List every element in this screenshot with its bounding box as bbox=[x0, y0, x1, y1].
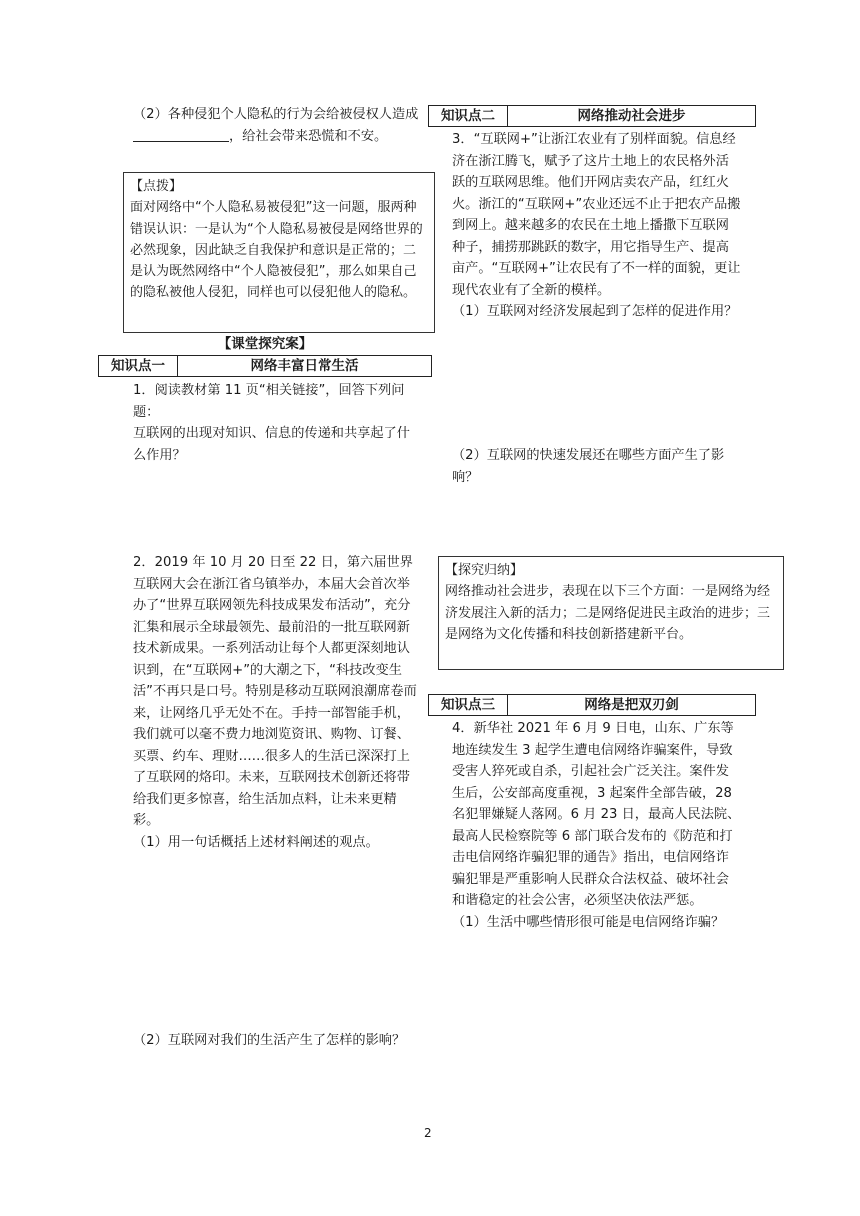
kp1-label: 知识点一 bbox=[99, 356, 178, 377]
privacy-question-suffix: ，给社会带来恐慌和不安。 bbox=[229, 128, 388, 144]
q4-material: 4．新华社 2021 年 6 月 9 日电，山东、广东等地连续发生 3 起学生遭电信网络诈骗案件，导致受害人猝死或自杀，引起社会广泛关注。案件发生后，公安部高度重视，3 起案件全部告破，28 名犯罪嫌疑人落网。6 月 23 日，最高人民法院、最高人民检察院等 6 部门联合发布的《防范和打击电信网络诈骗犯罪的通告》指出，电信网络诈骗犯罪是严重影响人民群众合法权益、破坏社会和谐稳定的社会公害，必须坚决依法严惩。 bbox=[452, 721, 741, 908]
kp2-title: 网络推动社会进步 bbox=[508, 106, 756, 127]
answer-blank[interactable] bbox=[133, 127, 229, 142]
q3-block bbox=[452, 129, 742, 323]
kp3-title: 网络是把双刃剑 bbox=[508, 695, 756, 716]
q3-sub2-block bbox=[452, 445, 742, 488]
kp2-label: 知识点二 bbox=[429, 106, 508, 127]
knowledge-point-2-header bbox=[428, 105, 756, 127]
q4-sub1: （1）生活中哪些情形很可能是电信网络诈骗？ bbox=[452, 914, 725, 930]
q3-material: 3．“互联网+”让浙江农业有了别样面貌。信息经济在浙江腾飞，赋予了这片土地上的农民格外活跃的互联网思维。他们开网店卖农产品，红红火火。浙江的“互联网+”农业还远不止于把农产品搬到网上。越来越多的农民在土地上播撒下互联网种子，捕捞那跳跃的数字，用它指导生产、提高亩产。“互联网+”让农民有了不一样的面貌，更让现代农业有了全新的模样。 bbox=[452, 132, 741, 298]
tip-box bbox=[123, 172, 435, 333]
q2-block bbox=[133, 552, 423, 853]
q2-sub2: （2）互联网对我们的生活产生了怎样的影响？ bbox=[133, 1033, 406, 1048]
knowledge-point-3-header bbox=[428, 694, 756, 716]
q2-material: 2．2019 年 10 月 20 日至 22 日，第六届世界互联网大会在浙江省乌镇举办，本届大会首次举办了“世界互联网领先科技成果发布活动”，充分汇集和展示全球最领先、最前沿的一批互联网新技术新成果。一系列活动让每个人都更深刻地认识到，在“互联网+”的大潮之下，“科技改变生活”不再只是口号。特别是移动互联网浪潮席卷而来，让网络几乎无处不在。手持一部智能手机，我们就可以毫不费力地浏览资讯、购物、订餐、买票、约车、理财……很多人的生活已深深打上了互联网的烙印。未来，互联网技术创新还将带给我们更多惊喜，给生活加点料，让未来更精彩。 bbox=[133, 555, 417, 828]
left-column bbox=[133, 104, 433, 147]
privacy-question-prefix: （2）各种侵犯个人隐私的行为会给被侵权人造成 bbox=[133, 107, 419, 122]
privacy-question bbox=[133, 104, 423, 147]
q2-sub2-block bbox=[133, 1030, 423, 1052]
tip-title: 【点拨】 bbox=[130, 179, 183, 194]
q2-sub1: （1）用一句话概括上述材料阐述的观点。 bbox=[133, 834, 379, 850]
summary-box bbox=[438, 556, 784, 670]
left-questions bbox=[133, 380, 423, 466]
q4-block bbox=[452, 718, 742, 933]
knowledge-point-1-header bbox=[98, 355, 432, 377]
q1-question: 互联网的出现对知识、信息的传递和共享起了什么作用？ bbox=[133, 426, 410, 463]
q1-intro: 1．阅读教材第 11 页“相关链接”，回答下列问题： bbox=[133, 383, 405, 420]
section-title: 【课堂探究案】 bbox=[217, 336, 313, 352]
q3-sub1: （1）互联网对经济发展起到了怎样的促进作用？ bbox=[452, 304, 738, 319]
kp3-label: 知识点三 bbox=[429, 695, 508, 716]
summary-title: 【探究归纳】 bbox=[445, 563, 524, 578]
kp1-title: 网络丰富日常生活 bbox=[178, 356, 432, 377]
page-number: 2 bbox=[424, 1126, 432, 1140]
summary-body: 网络推动社会进步，表现在以下三个方面：一是网络为经济发展注入新的活力；二是网络促进民主政治的进步；三是网络为文化传播和科技创新搭建新平台。 bbox=[445, 584, 771, 642]
q3-sub2: （2）互联网的快速发展还在哪些方面产生了影响？ bbox=[452, 448, 725, 485]
tip-body: 面对网络中“个人隐私易被侵犯”这一问题，服两种错误认识：一是认为“个人隐私易被侵是网络世界的必然现象，因此缺乏自我保护和意识是正常的；二是认为既然网络中“个人隐被侵犯”，那么如果自己的隐私被他人侵犯，同样也可以侵犯他人的隐私。 bbox=[130, 200, 423, 301]
